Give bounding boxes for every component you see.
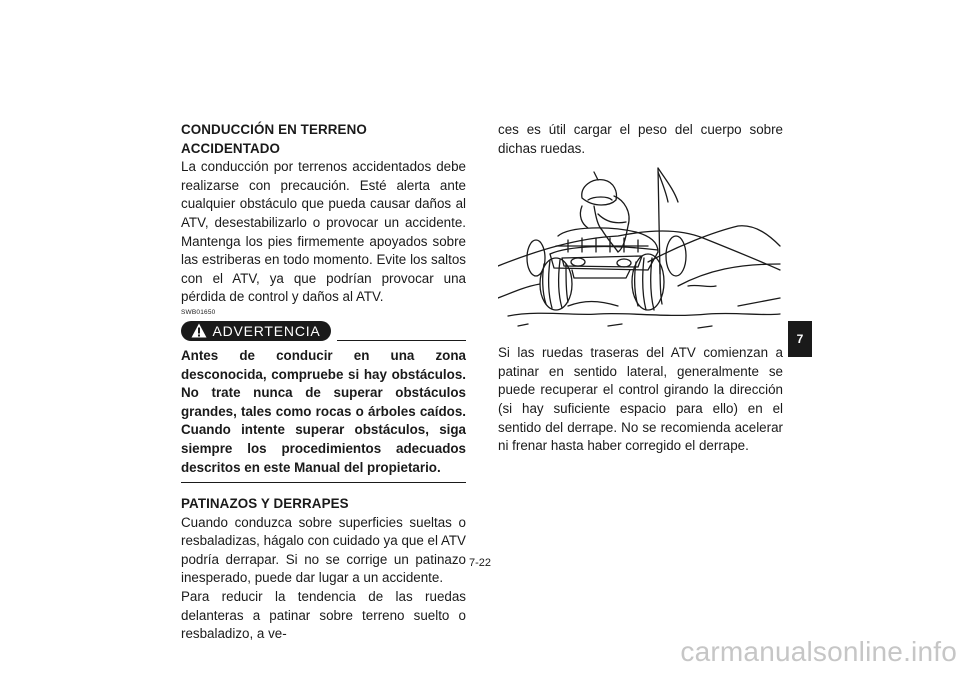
rear-wheels-paragraph: Si las ruedas traseras del ATV comienzan a patinar en sentido lateral, generalmente se puede recuperar el control girando la dirección (si hay suficiente espacio para ello) en el sentido del derrape. No se recomienda acelerar ni frenar hasta haber corregido el derrape.	[498, 345, 783, 454]
atv-rough-terrain-illustration	[498, 166, 783, 336]
right-column	[498, 121, 783, 456]
warning-code: SWB01650	[181, 308, 216, 316]
skids-paragraph: Cuando conduzca sobre superficies sueltas o resbaladizas, hágalo con cuidado ya que el ATV podría derrapar. Si no se corrige un patinazo inesperado, puede dar lugar a un accidente.	[181, 514, 466, 586]
warning-top-rule	[337, 340, 466, 341]
chapter-tab: 7	[788, 321, 812, 357]
rough-terrain-paragraph: La conducción por terrenos accidentados debe realizarse con precaución. Esté alerta ante cualquier obstáculo que pueda causar daños al ATV, desestabilizarlo o provocar un accidente. Mantenga los pies firmemente apoyados sobre las estriberas en todo momento. Evite los saltos con el ATV, ya que podrían provocar una pérdida de control y daños al ATV.	[181, 159, 466, 305]
page-number: 7-22	[468, 557, 492, 569]
section-heading-skids: PATINAZOS Y DERRAPES	[181, 496, 349, 512]
section-heading-rough-terrain: CONDUCCIÓN EN TERRENO ACCIDENTADO	[181, 122, 367, 156]
warning-label: ADVERTENCIA	[212, 322, 321, 339]
watermark: carmanualsonline.info	[680, 636, 957, 667]
warning-text: Antes de conducir en una zona desconocida, compruebe si hay obstáculos. No trate nunca de superar obstáculos grandes, tales como rocas o árboles caídos. Cuando intente superar obstáculos, siga siempre los procedimientos adecuados descritos en este Manual del propietario.	[181, 347, 466, 475]
front-wheels-paragraph: Para reducir la tendencia de las ruedas delanteras a patinar sobre terreno suelto o resbaladizo, a ve-	[181, 589, 466, 642]
warning-triangle-icon	[191, 323, 207, 338]
continuation-paragraph: ces es útil cargar el peso del cuerpo sobre dichas ruedas.	[498, 122, 783, 156]
warning-header	[181, 321, 466, 343]
warning-badge	[181, 321, 331, 341]
